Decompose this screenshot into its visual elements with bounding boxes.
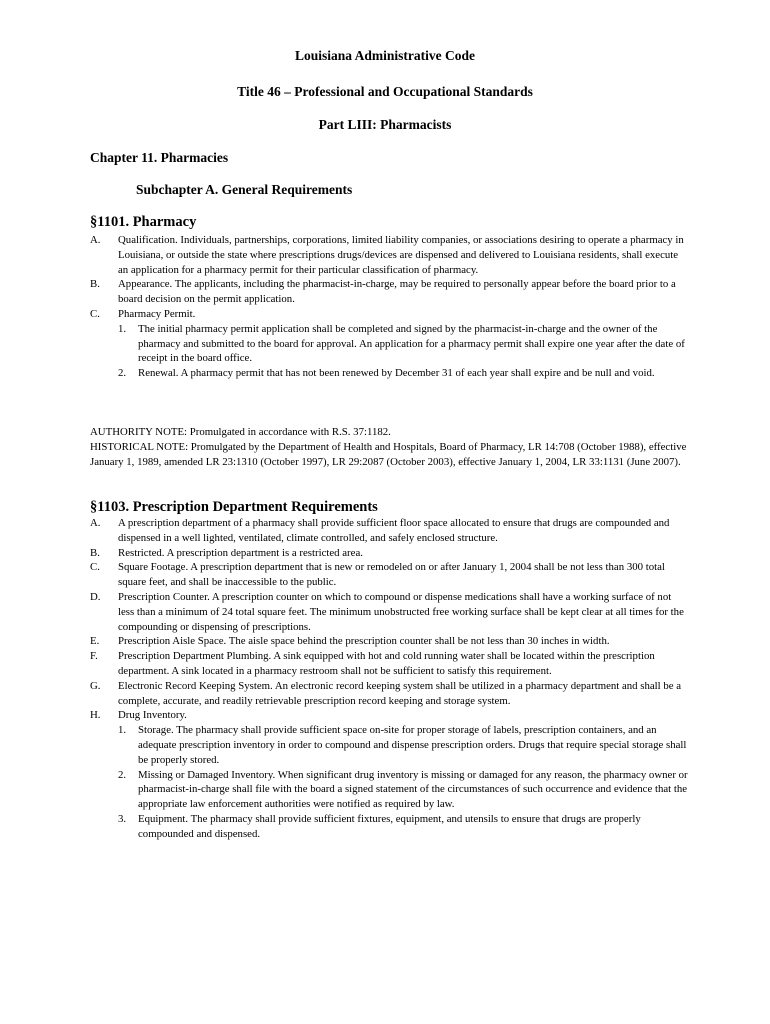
section-1101-title: §1101. Pharmacy (90, 214, 197, 230)
chapter-heading: Chapter 11. Pharmacies (90, 150, 229, 165)
list-item (90, 590, 690, 634)
sub-item-label: 2. (118, 367, 127, 380)
sub-item (118, 322, 690, 366)
item-label: D. (90, 590, 101, 603)
sub-item-label: 3. (118, 812, 127, 825)
list-item (90, 277, 690, 307)
item-text: Square Footage. A prescription department that is new or remodeled on or after January 1, 2004 shall be not less than 300 total square feet, and shall be inaccessible to the public. (118, 561, 665, 589)
item-text: Prescription Aisle Space. The aisle space behind the prescription counter shall be not less than 30 inches in width. (118, 635, 610, 648)
list-item (90, 233, 690, 277)
item-text: Drug Inventory. (118, 709, 187, 722)
sub-item-text: The initial pharmacy permit application shall be completed and signed by the pharmacist-in-charge and the owner of the pharmacy and submitted to the board for approval. An application for a pharmacy permit shall expire one year after the date of receipt in the board office. (138, 322, 685, 365)
list-item (90, 546, 690, 561)
sub-item (118, 366, 690, 381)
item-text: Pharmacy Permit. (118, 307, 196, 320)
sub-item (118, 768, 690, 812)
item-text: A prescription department of a pharmacy shall provide sufficient floor space allocated to ensure that drugs are compounded and dispensed in a well lighted, ventilated, climate controlled, and safely enclosed structure. (118, 517, 670, 544)
list-item (90, 649, 690, 679)
item-label: C. (90, 561, 100, 574)
code-title: Louisiana Administrative Code (294, 48, 476, 63)
item-label: E. (90, 635, 100, 648)
sub-item-text: Renewal. A pharmacy permit that has not been renewed by December 31 of each year shall expire and be null and void. (138, 367, 655, 380)
item-label: B. (90, 278, 100, 291)
sub-item-text: Equipment. The pharmacy shall provide sufficient fixtures, equipment, and utensils to ensure that drugs are properly compounded and dispensed. (138, 812, 641, 840)
item-text: Prescription Counter. A prescription counter on which to compound or dispense medications shall have a working surface of not less than a minimum of 24 total square feet. The minimum unobstructed free working surface shall be kept clear at all times for the compounding or dispensing of prescriptions. (118, 590, 684, 633)
list-item (90, 307, 690, 322)
sub-item-text: Missing or Damaged Inventory. When significant drug inventory is missing or damaged for any reason, the pharmacy owner or pharmacist-in-charge shall file with the board a signed statement of the circumstances of such occurrence and evidence that the appropriate law enforcement authorities were notified as required by law. (138, 768, 688, 811)
section-1101-notes (90, 425, 690, 469)
item-label: G. (90, 679, 101, 692)
sub-item-text: Storage. The pharmacy shall provide sufficient space on-site for proper storage of labels, prescription containers, and an adequate prescription inventory in order to compound and dispense prescription orders. Drugs that require special storage shall be properly stored. (138, 724, 687, 766)
sub-item (118, 812, 690, 842)
section-1103-title: §1103. Prescription Department Requirements (90, 499, 378, 515)
item-label: C. (90, 307, 100, 320)
sub-item-label: 2. (118, 768, 127, 781)
sub-item (118, 723, 690, 767)
list-item (90, 560, 690, 590)
sub-item-label: 1. (118, 322, 127, 335)
item-label: A. (90, 234, 101, 246)
list-item (90, 516, 690, 546)
subchapter-heading: Subchapter A. General Requirements (136, 182, 353, 197)
sub-item-label: 1. (118, 724, 127, 737)
item-text: Restricted. A prescription department is a restricted area. (118, 546, 363, 559)
item-text: Prescription Department Plumbing. A sink equipped with hot and cold running water shall be located within the prescription department. A sink located in a pharmacy restroom shall not be sufficient to satisfy this requirement. (118, 650, 655, 677)
historical-note: HISTORICAL NOTE: Promulgated by the Department of Health and Hospitals, Board of Pharmacy, LR 14:708 (October 1988), effective January 1, 1989, amended LR 23:1310 (October 1997), LR 29:2087 (October 2003), effective January 1, 2004, LR 33:1131 (June 2007). (90, 440, 687, 468)
item-label: F. (90, 650, 98, 663)
list-item (90, 634, 690, 649)
section-1101-body (90, 233, 690, 381)
section-1103-body (90, 516, 690, 842)
item-text: Electronic Record Keeping System. An electronic record keeping system shall be utilized in a pharmacy department and shall be a complete, accurate, and readily retrievable prescription record keeping and storage system. (118, 679, 682, 707)
list-item (90, 708, 690, 723)
title-heading: Title 46 – Professional and Occupational Standards (237, 84, 533, 99)
list-item (90, 679, 690, 709)
item-text: Appearance. The applicants, including the pharmacist-in-charge, may be required to personally appear before the board prior to a board decision on the permit application. (118, 278, 676, 306)
item-label: A. (90, 517, 101, 529)
authority-note: AUTHORITY NOTE: Promulgated in accordance with R.S. 37:1182. (90, 426, 391, 438)
item-label: H. (90, 709, 101, 722)
item-text: Qualification. Individuals, partnerships, corporations, limited liability companies, or associations desiring to operate a pharmacy in Louisiana, or outside the state where prescriptions drugs/devices are dispensed and delivered to Louisiana residents, shall execute an application for a pharmacy permit for their particular classification of pharmacy. (118, 234, 684, 276)
item-label: B. (90, 546, 100, 559)
part-heading: Part LIII: Pharmacists (318, 117, 452, 132)
